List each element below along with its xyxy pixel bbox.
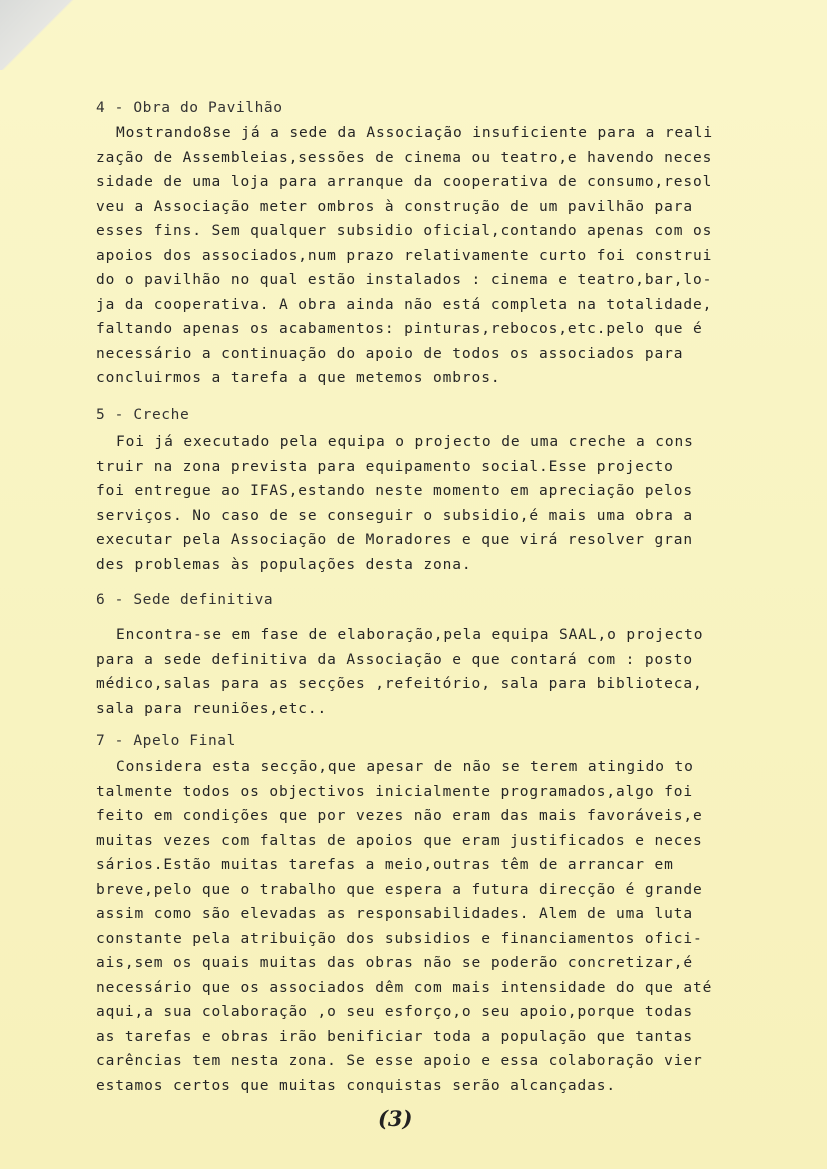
section-heading-creche: 5 - Creche [96,407,190,423]
text-line: talmente todos os objectivos inicialmente programados,algo foi [96,783,694,800]
page-number: (3) [378,1106,413,1131]
text-line: concluirmos a tarefa a que metemos ombros. [96,370,501,386]
text-line: sala para reuniões,etc.. [96,700,328,717]
section-heading-apelo-final: 7 - Apelo Final [96,733,236,749]
text-line: zação de Assembleias,sessões de cinema ou teatro,e havendo neces [96,149,713,166]
text-line: des problemas às populações desta zona. [96,556,472,573]
text-line: faltando apenas os acabamentos: pinturas,rebocos,etc.pelo que é [96,321,703,337]
text-line: ais,sem os quais muitas das obras não se poderão concretizar,é [96,955,694,971]
text-line: aqui,a sua colaboração ,o seu esforço,o seu apoio,porque todas [96,1004,694,1020]
text-line: muitas vezes com faltas de apoios que eram justificados e neces [96,832,703,849]
section-body-apelo-final [96,755,746,1098]
text-line: assim como são elevadas as responsabilidades. Alem de uma luta [96,906,694,922]
text-line: breve,pelo que o trabalho que espera a futura direcção é grande [96,881,703,898]
text-line: necessário que os associados dêm com mais intensidade do que até [96,979,713,996]
text-line: necessário a continuação do apoio de todos os associados para [96,345,684,362]
text-line: ja da cooperativa. A obra ainda não está completa na totalidade, [96,296,713,313]
section-body-obra-pavilhao [96,121,746,391]
text-line: para a sede definitiva da Associação e que contará com : posto [96,651,694,668]
text-line: veu a Associação meter ombros à construção de um pavilhão para [96,198,694,215]
section-body-creche [96,430,746,577]
text-line: foi entregue ao IFAS,estando neste momento em apreciação pelos [96,483,694,499]
text-line: sidade de uma loja para arranque da cooperativa de consumo,resol [96,174,713,190]
page-corner-fold [0,0,78,70]
text-line: constante pela atribuição dos subsidios e financiamentos ofici- [96,930,703,947]
text-line: esses fins. Sem qualquer subsidio oficial,contando apenas com os [96,223,713,239]
text-line: sários.Estão muitas tarefas a meio,outras têm de arrancar em [96,857,674,873]
text-line: carências tem nesta zona. Se esse apoio e essa colaboração vier [96,1053,703,1069]
text-line: estamos certos que muitas conquistas serão alcançadas. [96,1077,617,1094]
text-line: executar pela Associação de Moradores e que virá resolver gran [96,532,694,548]
text-line: truir na zona prevista para equipamento social.Esse projecto [96,458,674,475]
text-line: as tarefas e obras irão benificiar toda a população que tantas [96,1028,694,1045]
text-line: apoios dos associados,num prazo relativamente curto foi construi [96,247,713,264]
text-line: Considera esta secção,que apesar de não se terem atingido to [116,759,694,775]
text-line: serviços. No caso de se conseguir o subsidio,é mais uma obra a [96,507,694,524]
section-body-sede-definitiva [96,623,746,721]
section-heading-sede-definitiva: 6 - Sede definitiva [96,592,274,608]
text-line: do o pavilhão no qual estão instalados : cinema e teatro,bar,lo- [96,272,713,288]
text-line: Mostrando8se já a sede da Associação insuficiente para a reali [116,125,714,141]
text-line: Encontra-se em fase de elaboração,pela equipa SAAL,o projecto [116,627,704,643]
section-heading-obra-pavilhao: 4 - Obra do Pavilhão [96,100,283,116]
text-line: médico,salas para as secções ,refeitório, sala para biblioteca, [96,676,703,692]
text-line: feito em condições que por vezes não eram das mais favoráveis,e [96,808,703,824]
text-line: Foi já executado pela equipa o projecto de uma creche a cons [116,434,694,450]
